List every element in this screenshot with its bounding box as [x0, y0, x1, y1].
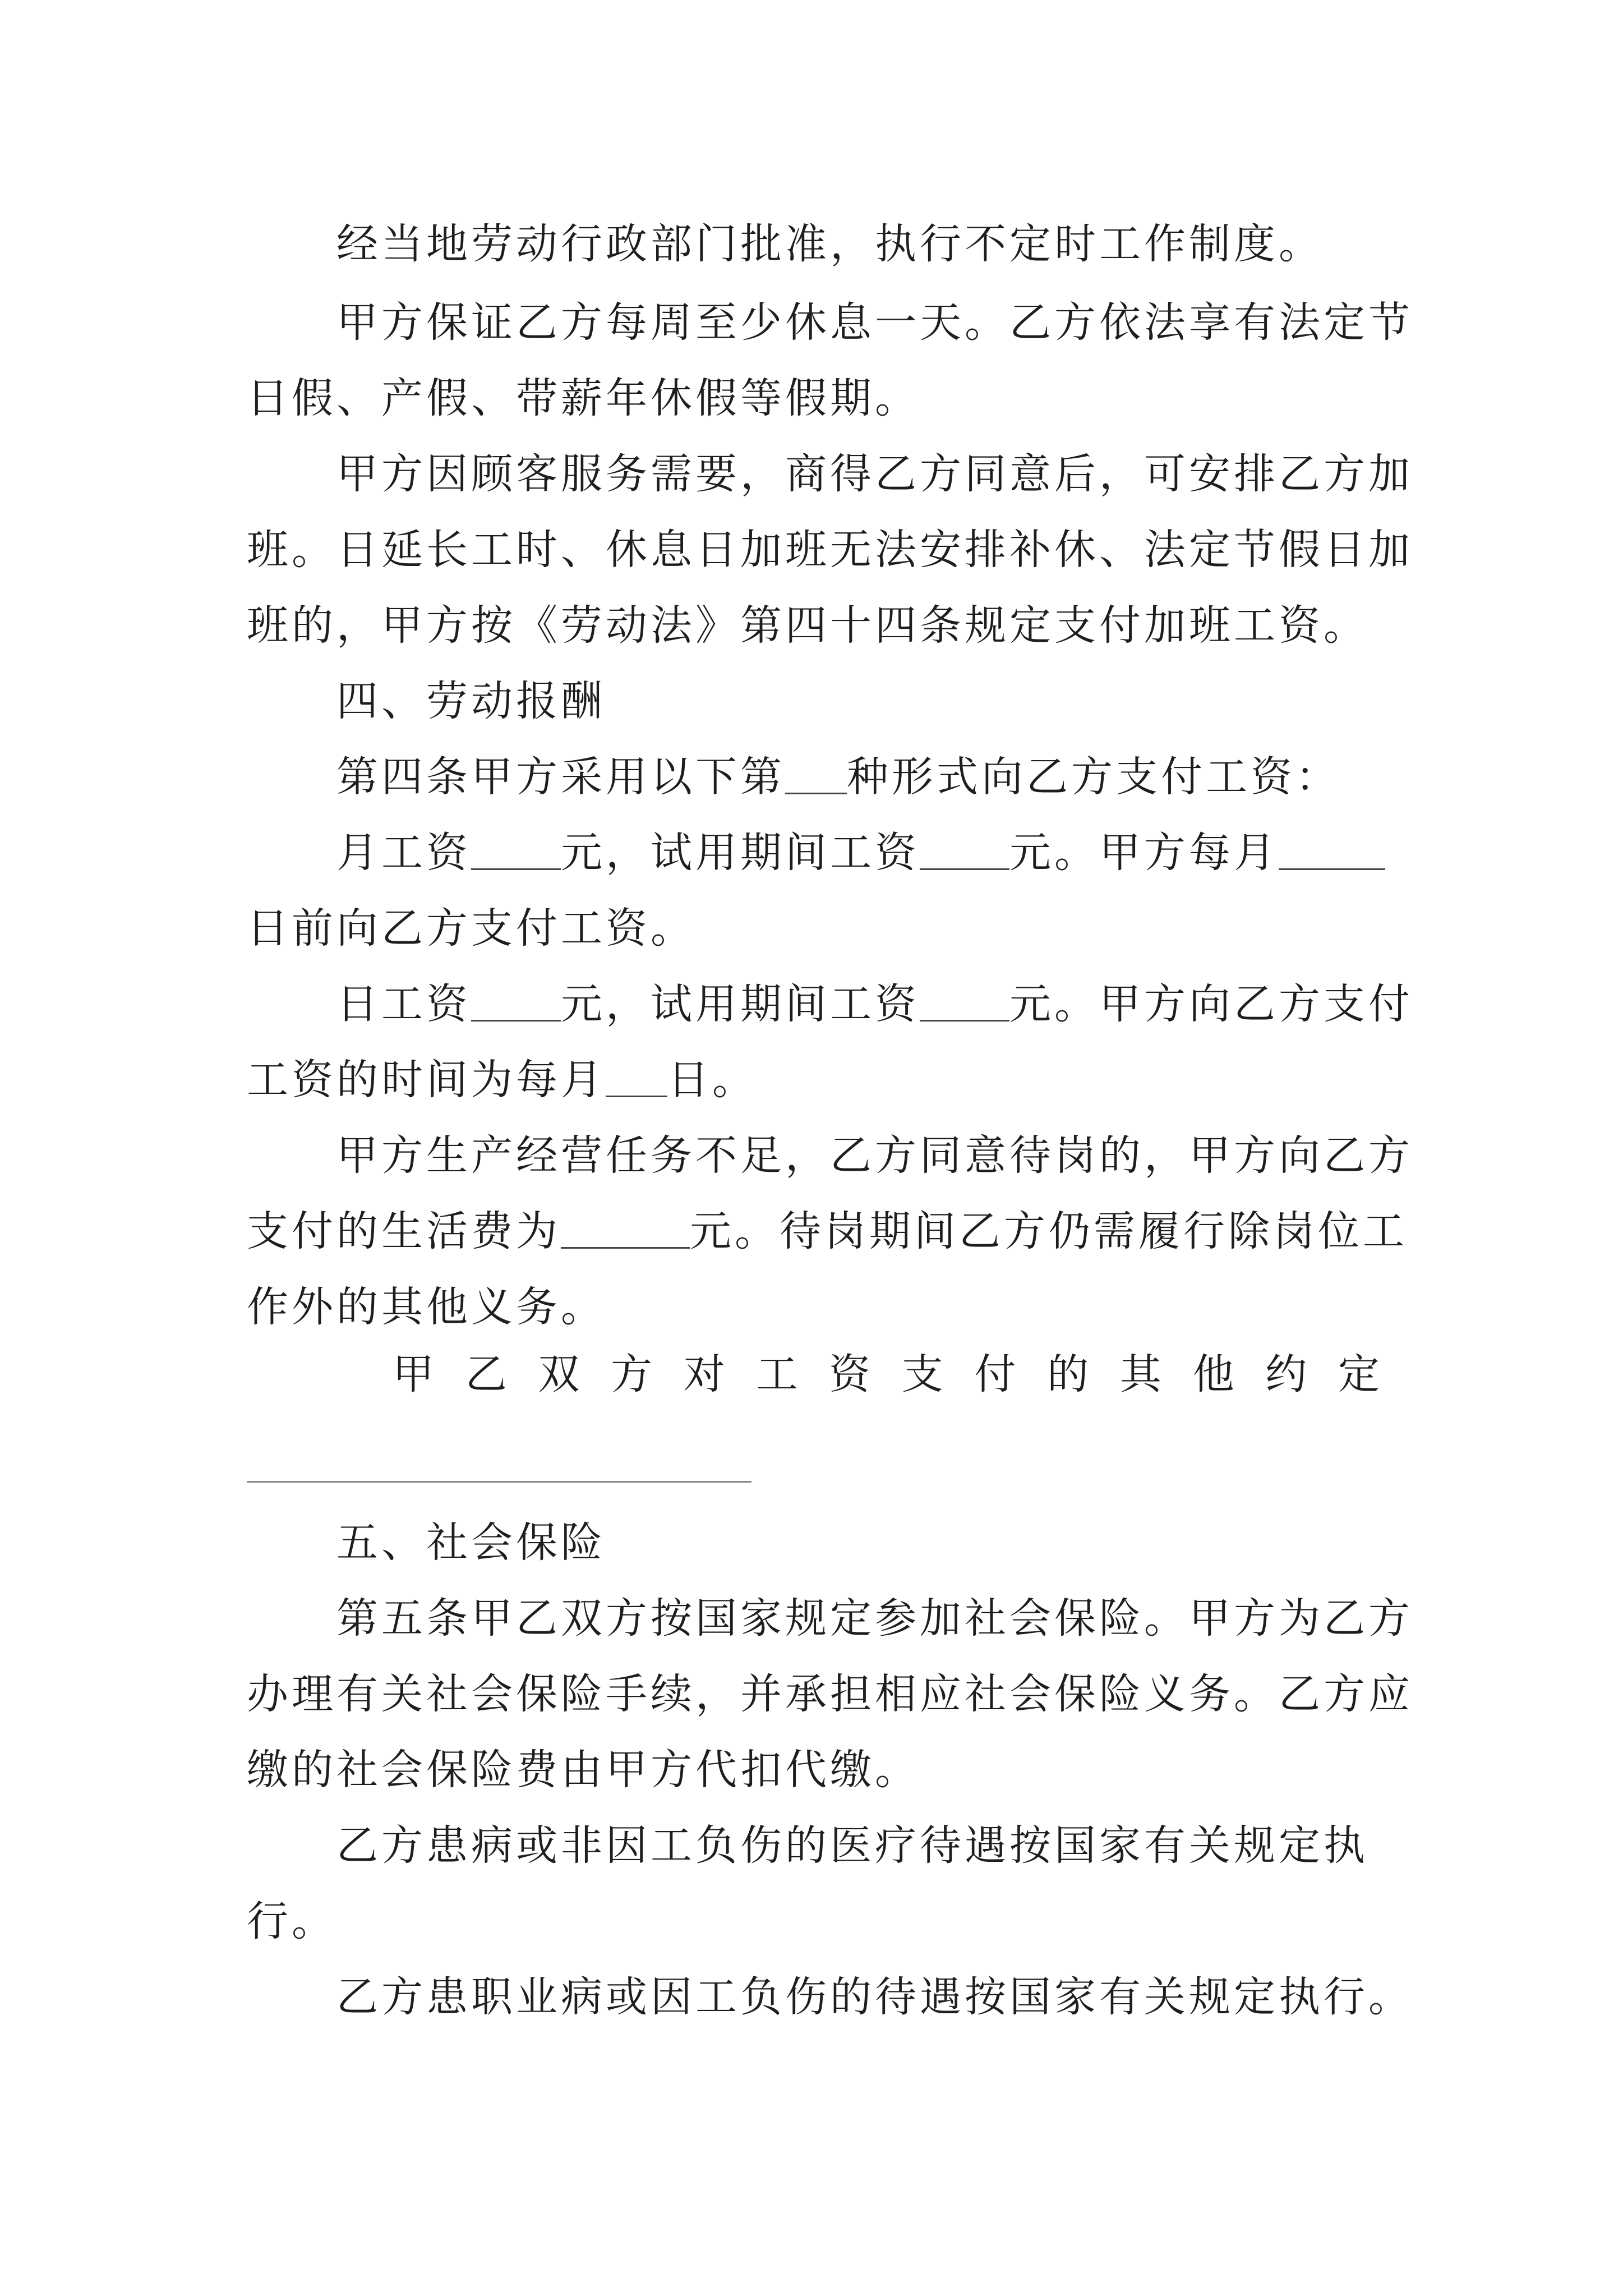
daily-wage-line2 — [247, 1052, 1391, 1108]
other-agreement-char: 他 — [1192, 1350, 1234, 1398]
other-agreement-char: 付 — [974, 1350, 1016, 1398]
paragraph-overtime-line3: 班的，甲方按《劳动法》第四十四条规定支付加班工资。 — [247, 601, 1368, 650]
monthly-wage-line2: 日前向乙方支付工资。 — [247, 904, 695, 953]
other-agreement-char: 约 — [1265, 1350, 1307, 1398]
article-five-line1: 第五条甲乙双方按国家规定参加社会保险。甲方为乙方 — [336, 1594, 1413, 1642]
article-five-line3: 缴的社会保险费由甲方代扣代缴。 — [247, 1746, 920, 1794]
section-heading-social-insurance: 五、社会保险 — [336, 1519, 606, 1567]
other-agreement-char: 资 — [829, 1350, 871, 1398]
article-four-suffix: 种形式向乙方支付工资： — [847, 753, 1340, 801]
other-agreement-char: 甲 — [393, 1350, 434, 1398]
other-agreement-char: 工 — [756, 1350, 798, 1398]
paragraph-overtime-line1: 甲方因顾客服务需要，商得乙方同意后，可安排乙方加 — [336, 450, 1413, 498]
blank-monthly-wage[interactable] — [471, 825, 561, 870]
standby-line1: 甲方生产经营任务不足，乙方同意待岗的，甲方向乙方 — [336, 1131, 1413, 1180]
paragraph-rest-days-line2: 日假、产假、带薪年休假等假期。 — [247, 374, 920, 422]
standby-line3: 作外的其他义务。 — [247, 1283, 606, 1331]
blank-monthly-payday[interactable] — [1279, 825, 1385, 870]
daily-probation-label: 元，试用期间工资 — [561, 980, 920, 1028]
standby-obligations-label: 元。待岗期间乙方仍需履行除岗位工 — [690, 1207, 1408, 1255]
paragraph-working-hours: 经当地劳动行政部门批准，执行不定时工作制度。 — [336, 220, 1324, 268]
other-agreement-char: 支 — [901, 1350, 943, 1398]
medical-treatment-line2: 行。 — [247, 1897, 336, 1945]
blank-daily-payday[interactable] — [606, 1052, 667, 1097]
blank-daily-wage[interactable] — [471, 976, 561, 1022]
article-four-prefix: 第四条甲方采用以下第 — [336, 753, 785, 801]
other-agreement-char: 对 — [683, 1350, 725, 1398]
monthly-payday-label: 元。甲方每月 — [1009, 829, 1279, 877]
other-agreement-line — [393, 1346, 1380, 1402]
daily-payment-label: 元。甲方向乙方支付 — [1009, 980, 1413, 1028]
other-agreement-char: 其 — [1119, 1350, 1161, 1398]
blank-other-agreement[interactable] — [247, 1481, 751, 1483]
standby-line2 — [247, 1203, 1408, 1259]
article-four-line — [336, 749, 1391, 805]
other-agreement-char: 方 — [611, 1350, 653, 1398]
article-five-line2: 办理有关社会保险手续，并承担相应社会保险义务。乙方应 — [247, 1670, 1413, 1718]
blank-daily-probation-wage[interactable] — [920, 976, 1009, 1022]
monthly-wage-label: 月工资 — [336, 829, 471, 877]
standby-allowance-label: 支付的生活费为 — [247, 1207, 561, 1255]
blank-standby-allowance[interactable] — [561, 1203, 690, 1249]
daily-wage-label: 日工资 — [336, 980, 471, 1028]
monthly-probation-label: 元，试用期间工资 — [561, 829, 920, 877]
daily-wage-line1 — [336, 976, 1413, 1032]
other-agreement-char: 双 — [538, 1350, 580, 1398]
medical-treatment-line1: 乙方患病或非因工负伤的医疗待遇按国家有关规定执 — [336, 1821, 1368, 1870]
other-agreement-char: 乙 — [465, 1350, 507, 1398]
blank-monthly-probation-wage[interactable] — [920, 825, 1009, 870]
daily-payday-suffix: 日。 — [667, 1056, 757, 1104]
blank-wage-form[interactable] — [785, 749, 847, 794]
section-heading-remuneration: 四、劳动报酬 — [336, 677, 606, 725]
other-agreement-char: 定 — [1338, 1350, 1380, 1398]
paragraph-rest-days-line1: 甲方保证乙方每周至少休息一天。乙方依法享有法定节 — [336, 298, 1413, 347]
other-agreement-char: 的 — [1047, 1350, 1089, 1398]
paragraph-overtime-line2: 班。日延长工时、休息日加班无法安排补休、法定节假日加 — [247, 526, 1413, 574]
monthly-wage-line1 — [336, 825, 1391, 881]
occupational-injury-line: 乙方患职业病或因工负伤的待遇按国家有关规定执行。 — [336, 1973, 1413, 2021]
daily-payday-prefix: 工资的时间为每月 — [247, 1056, 606, 1104]
